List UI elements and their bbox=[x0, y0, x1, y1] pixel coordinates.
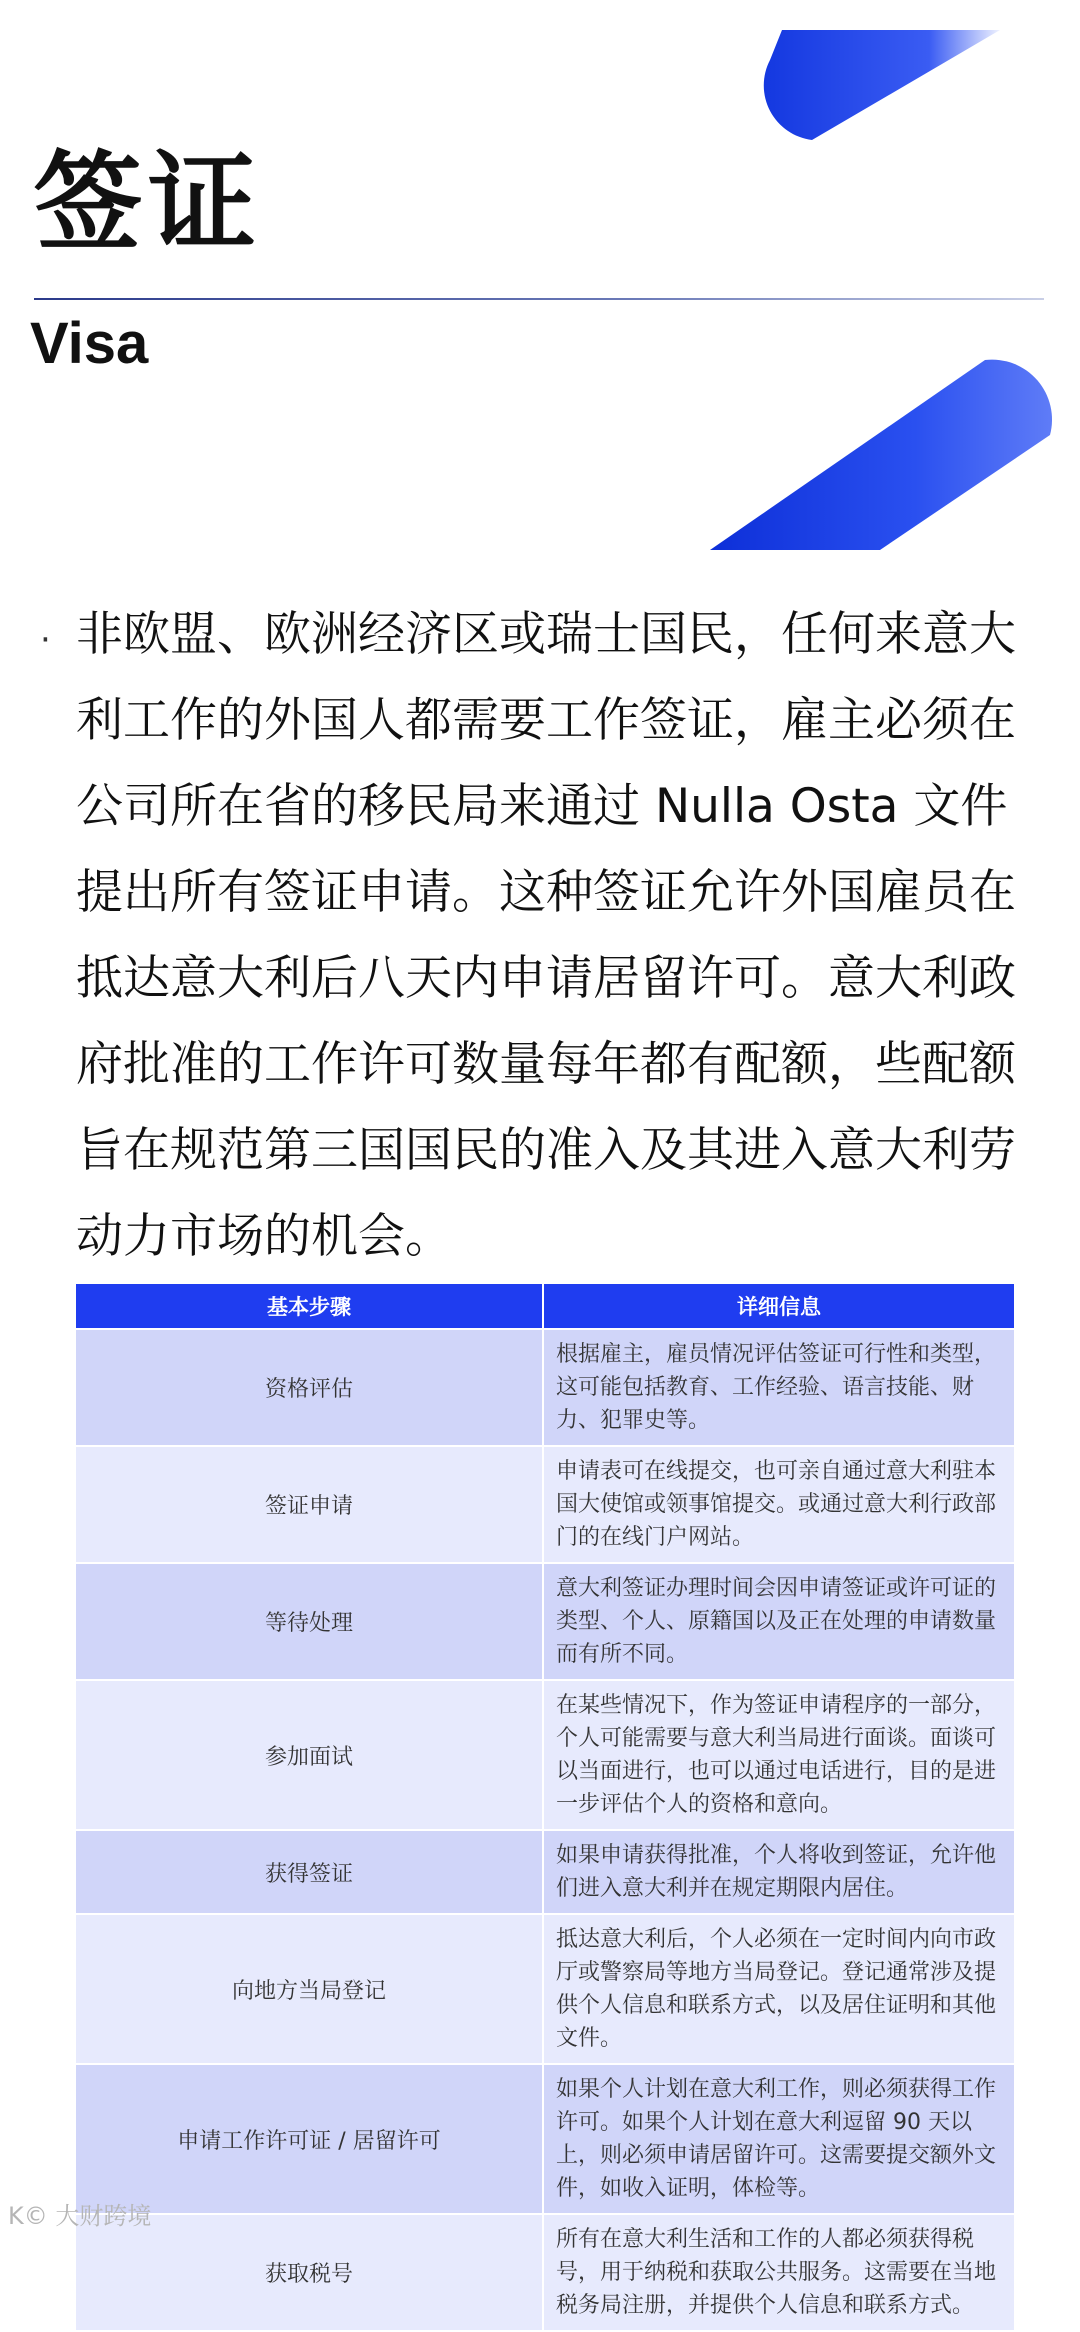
table-row bbox=[75, 2064, 1015, 2214]
step-cell: 向地方当局登记 bbox=[75, 1914, 543, 2064]
table-row bbox=[75, 1680, 1015, 1830]
step-cell: 参加面试 bbox=[75, 1680, 543, 1830]
visa-steps-table bbox=[74, 1282, 1016, 2332]
detail-cell: 意大利签证办理时间会因申请签证或许可证的类型、个人、原籍国以及正在处理的申请数量而有所不同。 bbox=[543, 1563, 1015, 1680]
step-cell: 签证申请 bbox=[75, 1446, 543, 1563]
step-cell: 获得签证 bbox=[75, 1830, 543, 1914]
bullet-marker: · bbox=[40, 620, 51, 660]
table-row bbox=[75, 1563, 1015, 1680]
table-row bbox=[75, 1329, 1015, 1446]
detail-cell: 所有在意大利生活和工作的人都必须获得税号，用于纳税和获取公共服务。这需要在当地税务局注册，并提供个人信息和联系方式。 bbox=[543, 2214, 1015, 2331]
detail-cell: 申请表可在线提交，也可亲自通过意大利驻本国大使馆或领事馆提交。或通过意大利行政部门的在线门户网站。 bbox=[543, 1446, 1015, 1563]
watermark: K© 大财跨境 bbox=[8, 2202, 152, 2230]
step-cell: 申请工作许可证 / 居留许可 bbox=[75, 2064, 543, 2214]
step-cell: 资格评估 bbox=[75, 1329, 543, 1446]
table-row bbox=[75, 1914, 1015, 2064]
detail-cell: 如果申请获得批准，个人将收到签证，允许他们进入意大利并在规定期限内居住。 bbox=[543, 1830, 1015, 1914]
header-step: 基本步骤 bbox=[75, 1283, 543, 1329]
detail-cell: 在某些情况下，作为签证申请程序的一部分，个人可能需要与意大利当局进行面谈。面谈可以当面进行，也可以通过电话进行，目的是进一步评估个人的资格和意向。 bbox=[543, 1680, 1015, 1830]
header-detail: 详细信息 bbox=[543, 1283, 1015, 1329]
detail-cell: 抵达意大利后，个人必须在一定时间内向市政厅或警察局等地方当局登记。登记通常涉及提供个人信息和联系方式，以及居住证明和其他文件。 bbox=[543, 1914, 1015, 2064]
detail-cell: 根据雇主，雇员情况评估签证可行性和类型，这可能包括教育、工作经验、语言技能、财力、犯罪史等。 bbox=[543, 1329, 1015, 1446]
top-right-blue-shape bbox=[0, 0, 1080, 560]
page-subtitle: Visa bbox=[30, 311, 149, 376]
step-cell: 获取税号 bbox=[75, 2214, 543, 2331]
step-cell: 等待处理 bbox=[75, 1563, 543, 1680]
table-header-row bbox=[75, 1283, 1015, 1329]
table-row bbox=[75, 1446, 1015, 1563]
title-divider bbox=[34, 298, 1044, 300]
detail-cell: 如果个人计划在意大利工作，则必须获得工作许可。如果个人计划在意大利逗留 90 天以上，则必须申请居留许可。这需要提交额外文件，如收入证明，体检等。 bbox=[543, 2064, 1015, 2214]
page-title: 签证 bbox=[34, 141, 263, 266]
table-row bbox=[75, 2214, 1015, 2331]
table-row bbox=[75, 1830, 1015, 1914]
visa-description: 非欧盟、欧洲经济区或瑞士国民，任何来意大利工作的外国人都需要工作签证，雇主必须在公司所在省的移民局来通过 Nulla Osta 文件提出所有签证申请。这种签证允许外国雇员在抵达意大利后八天内申请居留许可。意大利政府批准的工作许可数量每年都有配额，些配额旨在规范第三国国民的准入及其进入意大利劳动力市场的机会。 bbox=[76, 607, 1016, 1264]
